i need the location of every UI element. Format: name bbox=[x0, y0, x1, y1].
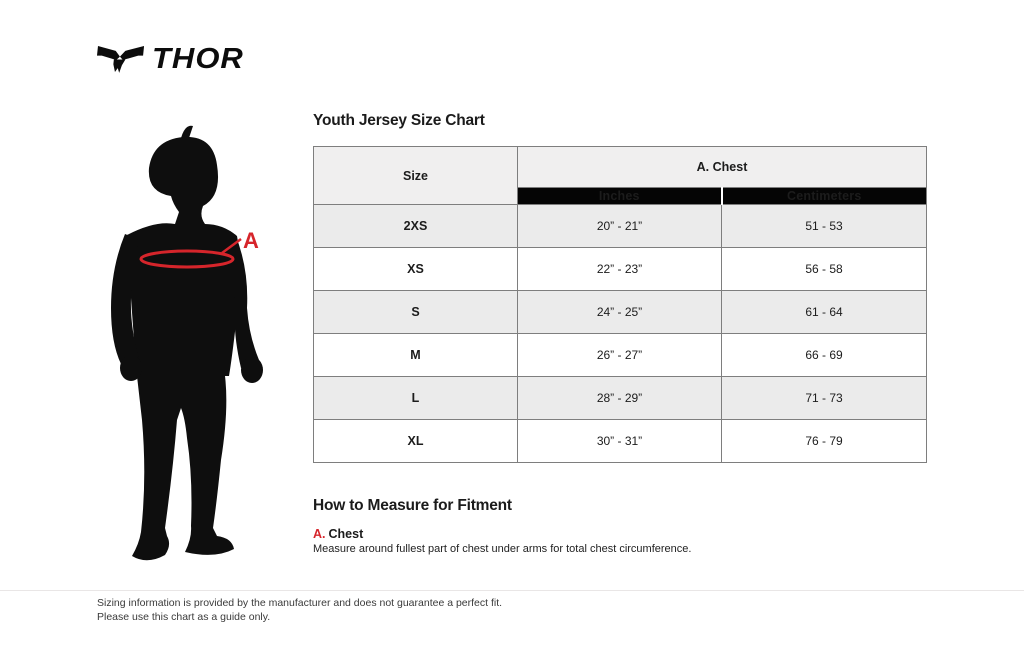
inches-cell: 30” - 31” bbox=[518, 420, 722, 463]
sizing-disclaimer bbox=[97, 596, 502, 624]
column-header-chest-group: A. Chest bbox=[518, 147, 927, 188]
size-chart-table bbox=[313, 146, 927, 463]
measure-guide-title: How to Measure for Fitment bbox=[313, 497, 512, 514]
size-cell: M bbox=[314, 334, 518, 377]
column-header-size: Size bbox=[314, 147, 518, 205]
centimeters-cell: 71 - 73 bbox=[722, 377, 927, 420]
centimeters-cell: 56 - 58 bbox=[722, 248, 927, 291]
size-cell: 2XS bbox=[314, 205, 518, 248]
inches-cell: 24” - 25” bbox=[518, 291, 722, 334]
size-cell: XS bbox=[314, 248, 518, 291]
inches-cell: 26” - 27” bbox=[518, 334, 722, 377]
brand-wordmark: THOR bbox=[152, 42, 244, 75]
thor-warbird-icon bbox=[96, 38, 144, 80]
table-row bbox=[314, 205, 927, 248]
measure-item-label: Chest bbox=[328, 527, 364, 541]
measure-item-key: A. bbox=[313, 527, 326, 541]
unit-header-centimeters: Centimeters bbox=[722, 188, 927, 205]
table-row bbox=[314, 377, 927, 420]
chest-measure-label: A bbox=[243, 228, 259, 253]
inches-cell: 28” - 29” bbox=[518, 377, 722, 420]
centimeters-cell: 76 - 79 bbox=[722, 420, 927, 463]
centimeters-cell: 61 - 64 bbox=[722, 291, 927, 334]
centimeters-cell: 66 - 69 bbox=[722, 334, 927, 377]
size-cell: XL bbox=[314, 420, 518, 463]
unit-header-inches: Inches bbox=[518, 188, 722, 205]
table-row bbox=[314, 248, 927, 291]
measure-item-description: Measure around fullest part of chest under arms for total chest circumference. bbox=[313, 543, 692, 555]
footer-divider bbox=[0, 590, 1024, 591]
inches-cell: 20” - 21” bbox=[518, 205, 722, 248]
size-cell: L bbox=[314, 377, 518, 420]
centimeters-cell: 51 - 53 bbox=[722, 205, 927, 248]
brand-logo bbox=[96, 38, 244, 80]
disclaimer-line-1: Sizing information is provided by the manufacturer and does not guarantee a perfect fit. bbox=[97, 597, 503, 609]
table-row bbox=[314, 334, 927, 377]
measure-item-chest bbox=[313, 527, 363, 541]
child-silhouette bbox=[95, 108, 295, 583]
table-row bbox=[314, 291, 927, 334]
inches-cell: 22” - 23” bbox=[518, 248, 722, 291]
fit-figure bbox=[95, 108, 295, 583]
disclaimer-line-2: Please use this chart as a guide only. bbox=[97, 611, 271, 623]
size-cell: S bbox=[314, 291, 518, 334]
size-chart-title: Youth Jersey Size Chart bbox=[313, 112, 485, 129]
table-row bbox=[314, 420, 927, 463]
